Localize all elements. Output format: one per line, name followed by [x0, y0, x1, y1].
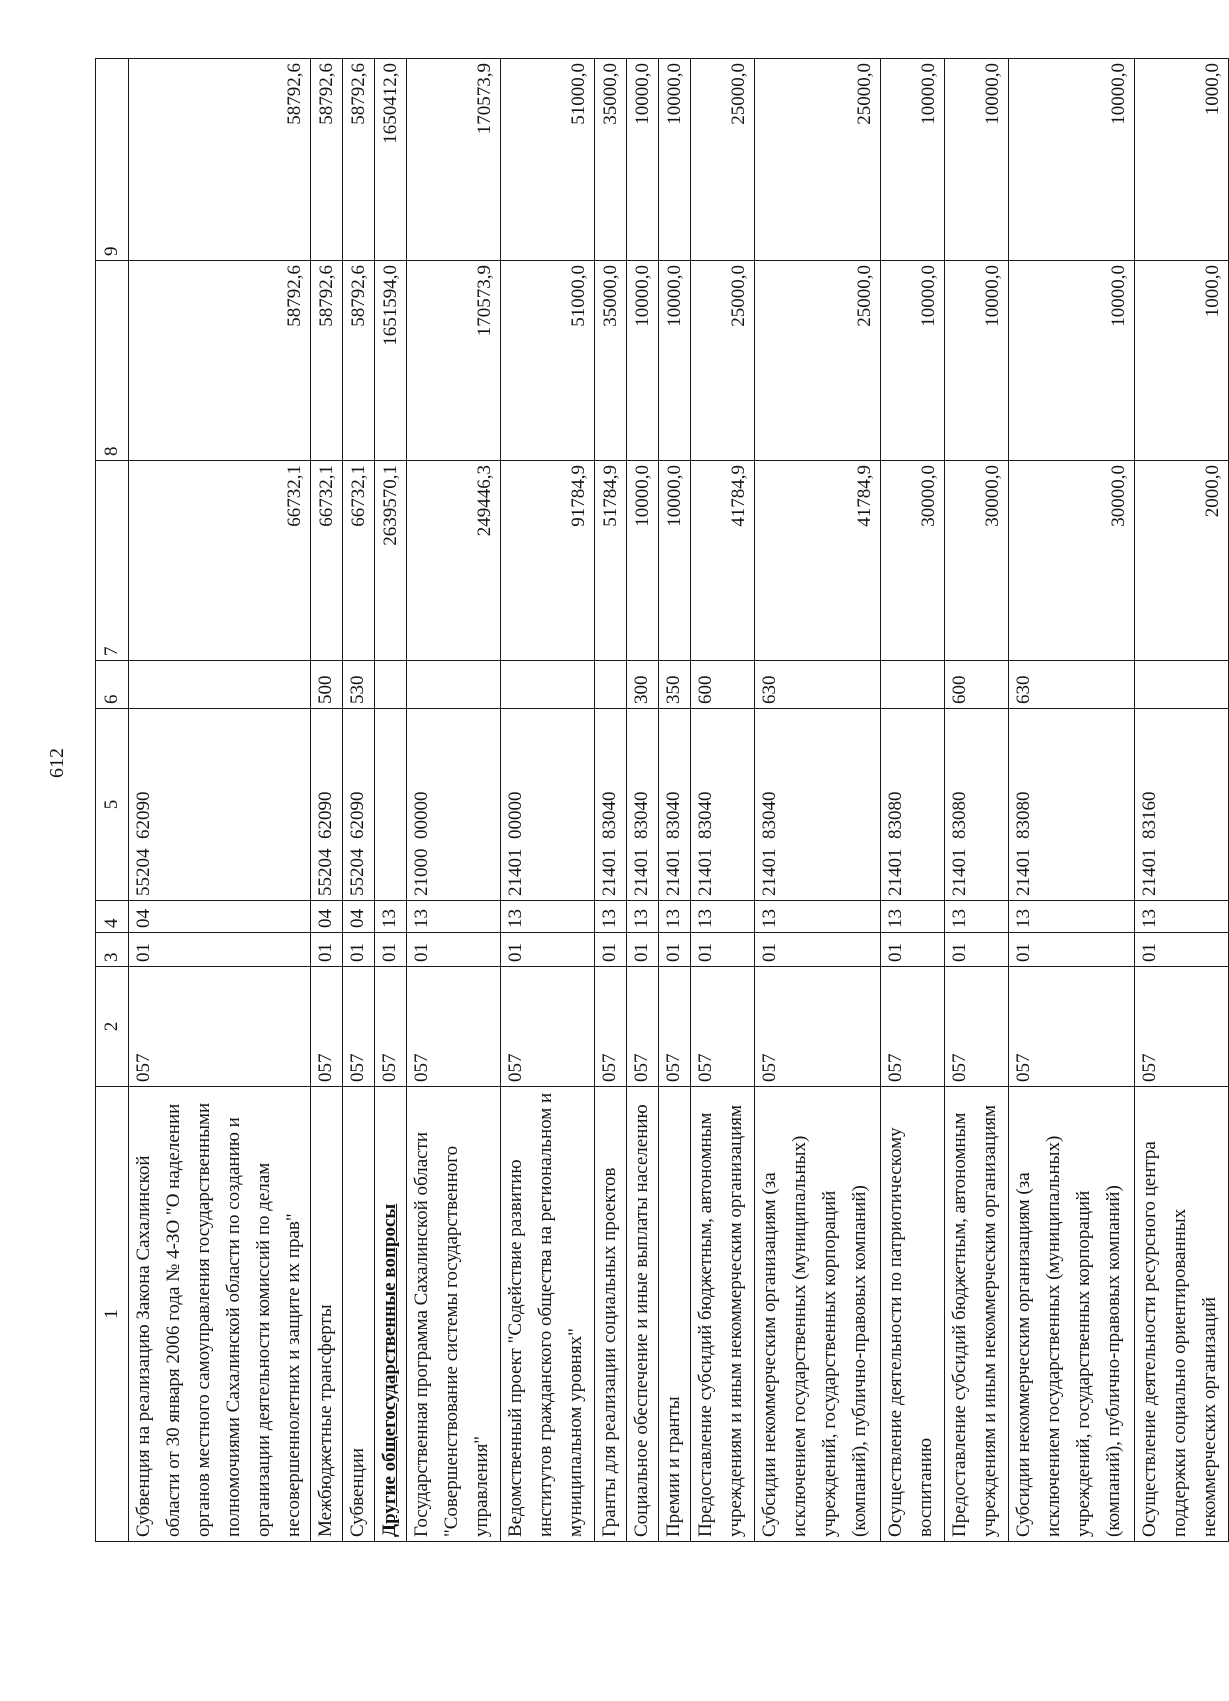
row-c9: 58792,6	[343, 59, 375, 261]
row-c9: 1000,0	[1135, 59, 1229, 261]
row-name: Другие общегосударственные вопросы	[375, 1087, 407, 1542]
header-col-6: 6	[96, 661, 129, 709]
row-c3: 01	[755, 933, 881, 967]
row-c2: 057	[945, 967, 1009, 1087]
row-c2: 057	[501, 967, 595, 1087]
row-c6	[595, 661, 627, 709]
row-c8: 10000,0	[881, 261, 945, 461]
row-c4: 13	[755, 901, 881, 933]
budget-table	[95, 58, 1229, 1542]
table-row	[375, 59, 407, 1542]
row-c3: 01	[375, 933, 407, 967]
row-c7: 66732,1	[129, 461, 311, 661]
table-body	[129, 59, 1229, 1542]
table-row	[755, 59, 881, 1542]
row-c9: 10000,0	[627, 59, 659, 261]
row-name: Премии и гранты	[659, 1087, 691, 1542]
row-c2: 057	[627, 967, 659, 1087]
row-c4: 13	[691, 901, 755, 933]
row-c5: 21401 83080	[945, 709, 1009, 901]
row-c8: 10000,0	[945, 261, 1009, 461]
row-c6	[375, 661, 407, 709]
row-c3: 01	[129, 933, 311, 967]
row-c9: 25000,0	[755, 59, 881, 261]
row-c9: 1650412,0	[375, 59, 407, 261]
row-c2: 057	[407, 967, 501, 1087]
row-c8: 10000,0	[627, 261, 659, 461]
row-c7: 51784,9	[595, 461, 627, 661]
row-c5: 21401 83040	[755, 709, 881, 901]
row-c5: 55204 62090	[129, 709, 311, 901]
row-c5: 21401 83160	[1135, 709, 1229, 901]
budget-table-container	[95, 59, 1223, 1542]
row-c7: 30000,0	[881, 461, 945, 661]
row-c9: 58792,6	[129, 59, 311, 261]
row-c5: 21401 83080	[1009, 709, 1135, 901]
row-c3: 01	[1135, 933, 1229, 967]
row-c5: 21000 00000	[407, 709, 501, 901]
row-c6: 300	[627, 661, 659, 709]
row-c6: 530	[343, 661, 375, 709]
row-c4: 13	[375, 901, 407, 933]
row-c3: 01	[627, 933, 659, 967]
row-c9: 35000,0	[595, 59, 627, 261]
row-c6	[1135, 661, 1229, 709]
row-name: Субвенции	[343, 1087, 375, 1542]
row-name: Социальное обеспечение и иные выплаты населению	[627, 1087, 659, 1542]
row-c3: 01	[659, 933, 691, 967]
row-c3: 01	[881, 933, 945, 967]
table-row	[691, 59, 755, 1542]
table-row	[311, 59, 343, 1542]
row-c6	[881, 661, 945, 709]
row-c8: 25000,0	[691, 261, 755, 461]
row-c7: 66732,1	[311, 461, 343, 661]
row-c9: 51000,0	[501, 59, 595, 261]
row-c3: 01	[595, 933, 627, 967]
row-c2: 057	[881, 967, 945, 1087]
header-row	[96, 59, 129, 1542]
header-col-5: 5	[96, 709, 129, 901]
row-name: Осуществление деятельности по патриотическому воспитанию	[881, 1087, 945, 1542]
row-c6: 630	[755, 661, 881, 709]
page-number: 612	[46, 748, 68, 778]
row-c8: 35000,0	[595, 261, 627, 461]
table-row	[659, 59, 691, 1542]
row-c5: 21401 83040	[691, 709, 755, 901]
table-row	[343, 59, 375, 1542]
table-row	[1009, 59, 1135, 1542]
row-c4: 13	[627, 901, 659, 933]
row-c8: 58792,6	[311, 261, 343, 461]
row-name: Осуществление деятельности ресурсного центра поддержки социально ориентированных некоммерческих организаций	[1135, 1087, 1229, 1542]
row-c5: 21401 83040	[627, 709, 659, 901]
row-c6	[129, 661, 311, 709]
row-c2: 057	[343, 967, 375, 1087]
row-c6: 600	[691, 661, 755, 709]
row-c3: 01	[1009, 933, 1135, 967]
row-c4: 13	[945, 901, 1009, 933]
row-c4: 04	[311, 901, 343, 933]
table-row	[407, 59, 501, 1542]
row-c2: 057	[1009, 967, 1135, 1087]
row-name: Гранты для реализации социальных проектов	[595, 1087, 627, 1542]
row-c5: 21401 83040	[595, 709, 627, 901]
row-name: Ведомственный проект "Содействие развитию институтов гражданского общества на региональном и муниципальном уровнях"	[501, 1087, 595, 1542]
row-c7: 91784,9	[501, 461, 595, 661]
row-c3: 01	[945, 933, 1009, 967]
row-c8: 10000,0	[1009, 261, 1135, 461]
row-c6: 630	[1009, 661, 1135, 709]
row-c8: 1651594,0	[375, 261, 407, 461]
row-c2: 057	[1135, 967, 1229, 1087]
table-row	[501, 59, 595, 1542]
row-c8: 10000,0	[659, 261, 691, 461]
row-name: Субвенция на реализацию Закона Сахалинской области от 30 января 2006 года № 4-ЗО "О наделении органов местного самоуправления государственными полномочиями Сахалинской области по созданию и организации деятельности комиссий по делам несовершеннолетних и защите их прав"	[129, 1087, 311, 1542]
row-c4: 04	[129, 901, 311, 933]
table-row	[945, 59, 1009, 1542]
row-c2: 057	[755, 967, 881, 1087]
row-c7: 66732,1	[343, 461, 375, 661]
row-c3: 01	[311, 933, 343, 967]
row-c4: 13	[501, 901, 595, 933]
row-c5: 55204 62090	[311, 709, 343, 901]
row-c5: 55204 62090	[343, 709, 375, 901]
row-c6	[407, 661, 501, 709]
row-name: Государственная программа Сахалинской области "Совершенствование системы государственного управления"	[407, 1087, 501, 1542]
row-c4: 13	[407, 901, 501, 933]
row-name: Субсидии некоммерческим организациям (за исключением государственных (муниципальных) учреждений, государственных корпораций (компаний), публично-правовых компаний)	[755, 1087, 881, 1542]
row-c7: 41784,9	[691, 461, 755, 661]
row-c7: 249446,3	[407, 461, 501, 661]
header-col-9: 9	[96, 59, 129, 261]
row-c7: 2639570,1	[375, 461, 407, 661]
row-c2: 057	[595, 967, 627, 1087]
row-c8: 58792,6	[129, 261, 311, 461]
table-row	[595, 59, 627, 1542]
row-c6: 500	[311, 661, 343, 709]
row-name: Межбюджетные трансферты	[311, 1087, 343, 1542]
row-c3: 01	[691, 933, 755, 967]
row-c9: 10000,0	[659, 59, 691, 261]
row-c7: 41784,9	[755, 461, 881, 661]
header-col-1: 1	[96, 1087, 129, 1542]
row-c7: 2000,0	[1135, 461, 1229, 661]
row-c2: 057	[129, 967, 311, 1087]
row-c9: 170573,9	[407, 59, 501, 261]
row-c8: 170573,9	[407, 261, 501, 461]
row-c3: 01	[407, 933, 501, 967]
row-name: Предоставление субсидий бюджетным, автономным учреждениям и иным некоммерческим организациям	[691, 1087, 755, 1542]
row-c2: 057	[659, 967, 691, 1087]
row-c7: 30000,0	[1009, 461, 1135, 661]
row-c4: 13	[881, 901, 945, 933]
row-c9: 10000,0	[945, 59, 1009, 261]
row-c8: 51000,0	[501, 261, 595, 461]
table-row	[627, 59, 659, 1542]
row-c3: 01	[501, 933, 595, 967]
row-name: Предоставление субсидий бюджетным, автономным учреждениям и иным некоммерческим организациям	[945, 1087, 1009, 1542]
row-c4: 13	[659, 901, 691, 933]
row-name: Субсидии некоммерческим организациям (за исключением государственных (муниципальных) учреждений, государственных корпораций (компаний), публично-правовых компаний)	[1009, 1087, 1135, 1542]
row-c4: 13	[1009, 901, 1135, 933]
row-c7: 10000,0	[627, 461, 659, 661]
row-c7: 30000,0	[945, 461, 1009, 661]
row-c9: 10000,0	[1009, 59, 1135, 261]
header-col-8: 8	[96, 261, 129, 461]
row-c4: 04	[343, 901, 375, 933]
row-c6: 350	[659, 661, 691, 709]
row-c5: 21401 83040	[659, 709, 691, 901]
row-c5: 21401 83080	[881, 709, 945, 901]
row-c5: 21401 00000	[501, 709, 595, 901]
row-c8: 25000,0	[755, 261, 881, 461]
row-c7: 10000,0	[659, 461, 691, 661]
table-row	[1135, 59, 1229, 1542]
row-c2: 057	[691, 967, 755, 1087]
row-c2: 057	[375, 967, 407, 1087]
table-row	[881, 59, 945, 1542]
header-col-4: 4	[96, 901, 129, 933]
row-c4: 13	[595, 901, 627, 933]
header-col-7: 7	[96, 461, 129, 661]
row-c8: 58792,6	[343, 261, 375, 461]
row-c6	[501, 661, 595, 709]
row-c8: 1000,0	[1135, 261, 1229, 461]
row-c9: 58792,6	[311, 59, 343, 261]
row-c5	[375, 709, 407, 901]
row-c6: 600	[945, 661, 1009, 709]
header-col-3: 3	[96, 933, 129, 967]
header-col-2: 2	[96, 967, 129, 1087]
row-c3: 01	[343, 933, 375, 967]
row-c9: 25000,0	[691, 59, 755, 261]
row-c9: 10000,0	[881, 59, 945, 261]
row-c4: 13	[1135, 901, 1229, 933]
table-row	[129, 59, 311, 1542]
row-c2: 057	[311, 967, 343, 1087]
